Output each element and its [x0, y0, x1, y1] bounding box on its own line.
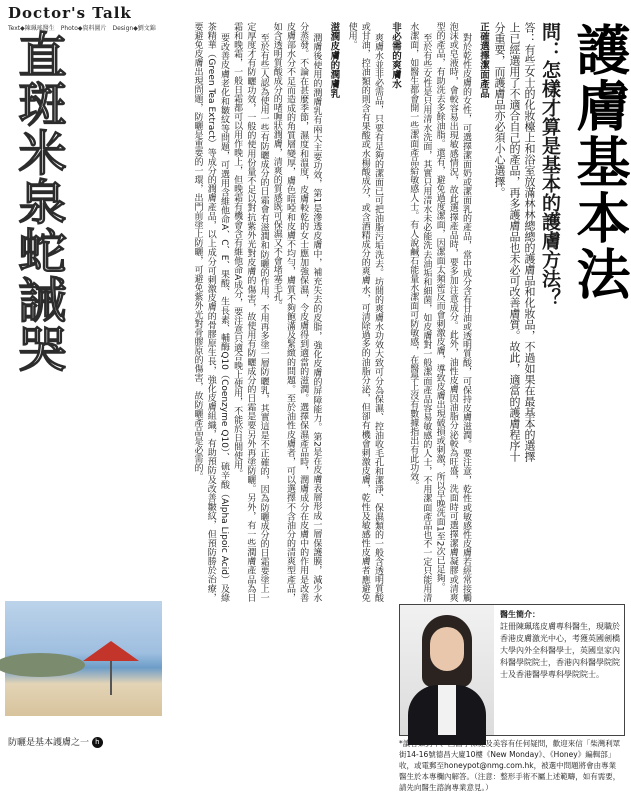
- brand: Doctor's Talk: [8, 4, 132, 22]
- paragraph: 爽膚水並非必需品，只要有足夠的潔面已可把油脂污垢洗去。坊間的爽膚水功效大致可分為保濕、控油收毛孔和潔淨、保濕類的一般含透明質酸或甘油，控油類的則含有果酸或水楊酸成分，或含酒精成分的爽膚水，可清除過多的油脂分泌，但卻有機會刺激皮膚，乾性及敏感性皮膚者應避免使用。: [346, 22, 383, 602]
- paragraph: 至於有些女性是只用清水洗面，其實只用清水未必能洗去油垢和細菌，如皮膚對一般潔面產品容易敏感的人士，不用潔面產品也不一定只能用清水潔面，如醫生都會開一些潔面產品給敏感人士。有人說鹹石能量水潔面可防敏感，在醫學上沒有數據指出有此功效。: [408, 22, 432, 602]
- hill-shape: [0, 653, 85, 677]
- section-heading: 非必需的爽膚水: [389, 22, 401, 89]
- paragraph: 潤膚後使用的潤膚乳有兩大主要功效，第1是滲透皮膚中，補充失去的皮脂，強化皮膚的屏障能力。第2是在皮膚表層形成一層保護膜，減少水分蒸發。不論在甚麼季節，濕度和溫度，皮膚較乾的女士應加強保濕，令皮膚得到適當的滋潤。選擇保濕產品時，潤膚成分在皮膚中的作用是改善皮膚部水分不足而造成的角質層變厚，膚色暗啞和皮膚不均勻，膚質不夠飽滿及緊緻的問題。至於油性皮膚者，可以選擇不含油分的清爽型產品，如含透明質酸成分的啫喱狀潤膚，清爽的質感既可保濕又不會堵塞毛孔。: [271, 22, 322, 602]
- page-title: 護膚基本法: [568, 22, 631, 302]
- section-heading: 滋潤皮膚的潤膚乳: [328, 22, 340, 98]
- photo-caption: [8, 735, 103, 748]
- doctor-bio: 註冊陳珮瑤皮膚專科醫生，現職於香港皮膚激光中心，考獲英國劍橋大學內外全科醫學士，英國皇家內科醫學院院士，香港內科醫學院院士及香港醫學專科學院院士。: [500, 622, 620, 679]
- article-body: [72, 22, 494, 602]
- answer-text: 答：有些女士的化妝檯上和浴室放滿林林總總的護膚品和化妝品，不過如果在最基本的選擇上已經選用了不適合自己的產品，再多護膚品也未必可改善膚質。故此，適當的護膚程序十分重要，而護膚品亦必須小心選擇。: [493, 22, 536, 462]
- photo-caption-text: 防曬是基本護膚之一: [8, 738, 90, 748]
- honey-badge-icon: h: [92, 737, 103, 748]
- paragraph: 至於有些人認為使用一些有防曬成分的日霜會有滋潤和防曬的作用，不用再多塗一層防曬乳，其實這是不正確的，因為防曬成分的日霜要塗上一定厚度才有防曬功效，一般的使用份量不足以對抗紫外光對皮膚的傷害，故使用有防曬成分的日霜是要另外再塗防曬。另外，有一些潤膚產品為日霜和晚霜，一般日霜都可以用作晚上，但晚霜有機會含有維他命A成分，要注意只適合晚上使用，不能於日間使用。: [232, 22, 269, 602]
- section-heading: 正確選擇潔面產品: [478, 22, 489, 98]
- doctor-info: [500, 609, 620, 681]
- paragraph: 對於乾性皮膚的女性，可選擇潔面奶或潔面乳的產品，當中成分含有甘油或透明質酸，可保持皮膚滋潤。要注意，乾性或敏感性皮膚若經常接觸泡沫或皂液時，會較容易出現敏感情況，故此選擇產品時，要多加注意成分。此外，油性皮膚因油脂分泌較為旺盛，洗面時可選擇潔膚凝膠或清爽型的產品，有助洗去多餘油脂。還有，避免過度潔面，因潔面太頻密反而會刺激皮膚，導致皮膚出現破損或刺激，所以早晚洗面1至2次已足夠。: [434, 22, 471, 602]
- beach-photo: [5, 601, 162, 716]
- footnote: *讀者如對中、西醫學保健及美容有任何疑問，歡迎來信「柴灣利眾街14-16號德昌大廈10樓《New Monday》、《Honey》編輯部」收，或電郵至honeypot@nmg.com.hk，被選中問題將會由專業醫生於本專欄內解答。（注意：整形手術不屬上述範疇，如有需要，請先向醫生諮詢專業意見。）: [399, 739, 621, 792]
- paragraph: 要改善皮膚老化和皺紋等問題，可選用含維他命A、C、E、果酸、生長素、輔酶Q10（Coenzyme Q10）、硫辛酸（Alpha Lipoic Acid）及綠茶精華（Green Tea Extract）等成分的潤膚產品，以上成分可刺激皮膚的骨膠原生長，強化皮膚組織，有助預防及改善皺紋，但預防勝於治療，要避免皮膚出現問題，防曬是重要的一環，出門前塗上防曬，可避免紫外光對骨膠原的傷害，故防曬產品是必需的。: [192, 22, 229, 602]
- doctor-photo: [400, 605, 494, 735]
- side-caption: 直斑米泉蛇誡哭: [10, 30, 66, 373]
- question-block: [493, 22, 562, 462]
- credits: Text◆陳珮瑤醫生 Photo◆資料圖片 Design◆劉文錦: [8, 25, 156, 32]
- doctor-box: [399, 604, 625, 736]
- umbrella-icon: [83, 641, 139, 661]
- doctor-shirt: [438, 685, 456, 735]
- umbrella-pole: [110, 661, 112, 695]
- question-title: 問：怎樣才算是基本的護膚方法？: [539, 22, 561, 307]
- doctor-face: [430, 627, 464, 671]
- doctor-title: 醫生簡介：: [500, 610, 540, 619]
